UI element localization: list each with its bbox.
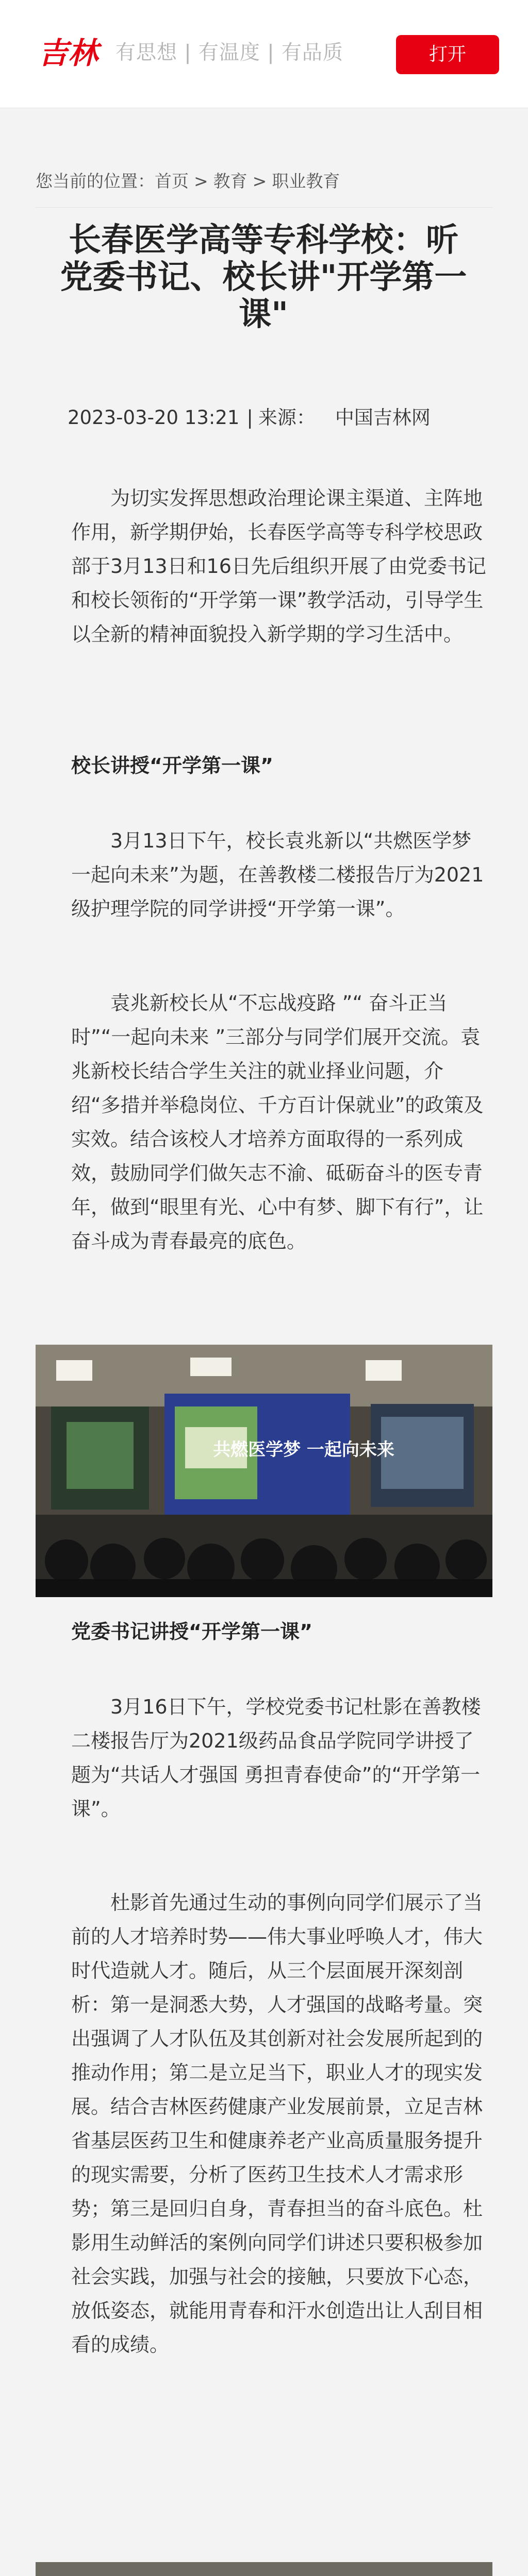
publish-date: 2023-03-20 13:21 bbox=[68, 406, 240, 429]
open-app-button[interactable]: 打开 bbox=[396, 35, 499, 74]
article-title: 长春医学高等专科学校：听党委书记、校长讲"开学第一课" bbox=[60, 221, 467, 333]
meta-divider: | bbox=[246, 406, 253, 429]
breadcrumb-separator: > bbox=[194, 171, 208, 191]
breadcrumb-prefix: 您当前的位置： bbox=[36, 171, 155, 191]
article-meta bbox=[68, 406, 461, 429]
paragraph-principal-2: 袁兆新校长从“不忘战疫路 ”“ 奋斗正当时”“一起向未来 ”三部分与同学们展开交流。袁兆新校长结合学生关注的就业择业问题，介绍“多措并举稳岗位、千方百计保就业”的政策及实效。结合该校人才培养方面取得的一系列成效，鼓励同学们做矢志不渝、砥砺奋斗的医专青年，做到“眼里有光、心中有梦、脚下有行”，让奋斗成为青春最亮的底色。 bbox=[71, 992, 484, 1252]
paragraph-principal-1: 3月13日下午，校长袁兆新以“共燃医学梦一起向未来”为题，在善教楼二楼报告厅为2021级护理学院的同学讲授“开学第一课”。 bbox=[71, 829, 484, 920]
site-slogan: 有思想 | 有温度 | 有品质 bbox=[116, 41, 343, 64]
breadcrumb-separator: > bbox=[252, 171, 267, 191]
section-heading-principal: 校长讲授“开学第一课” bbox=[71, 754, 273, 777]
source-label: 来源： bbox=[258, 406, 316, 429]
photo-screen-text: 共燃医学梦 一起向未来 bbox=[213, 1439, 394, 1460]
breadcrumb-item-home[interactable]: 首页 bbox=[155, 171, 189, 191]
paragraph-intro: 为切实发挥思想政治理论课主渠道、主阵地作用，新学期伊始，长春医学高等专科学校思政部于3月13日和16日先后组织开展了由党委书记和校长领衔的“开学第一课”教学活动，引导学生以全新的精神面貌投入新学期的学习生活中。 bbox=[71, 487, 486, 646]
breadcrumb-item-education[interactable]: 教育 bbox=[213, 171, 248, 191]
lecture-photo-secretary-graphic bbox=[36, 2562, 492, 2576]
lecture-photo-principal bbox=[36, 1345, 492, 1597]
lecture-photo-principal-graphic bbox=[36, 1345, 492, 1597]
section-heading-secretary: 党委书记讲授“开学第一课” bbox=[71, 1620, 312, 1643]
lecture-photo-secretary bbox=[36, 2562, 492, 2576]
logo-text: 吉林 bbox=[38, 36, 98, 71]
breadcrumb-item-vocational[interactable]: 职业教育 bbox=[272, 171, 340, 191]
paragraph-secretary-2: 杜影首先通过生动的事例向同学们展示了当前的人才培养时势——伟大事业呼唤人才，伟大时代造就人才。随后，从三个层面展开深刻剖析：第一是洞悉大势，人才强国的战略考量。突出强调了人才队伍及其创新对社会发展所起到的推动作用；第二是立足当下，职业人才的现实发展。结合吉林医药健康产业发展前景，立足吉林省基层医药卫生和健康养老产业高质量服务提升的现实需要，分析了医药卫生技术人才需求形势；第三是回归自身，青春担当的奋斗底色。杜影用生动鲜活的案例向同学们讲述只要积极参加社会实践，加强与社会的接触，只要放下心态，放低姿态，就能用青春和汗水创造出让人刮目相看的成绩。 bbox=[71, 1891, 483, 2356]
paragraph-secretary-1: 3月16日下午，学校党委书记杜影在善教楼二楼报告厅为2021级药品食品学院同学讲授了题为“共话人才强国 勇担青春使命”的“开学第一课”。 bbox=[71, 1696, 481, 1820]
source-name: 中国吉林网 bbox=[335, 406, 431, 429]
